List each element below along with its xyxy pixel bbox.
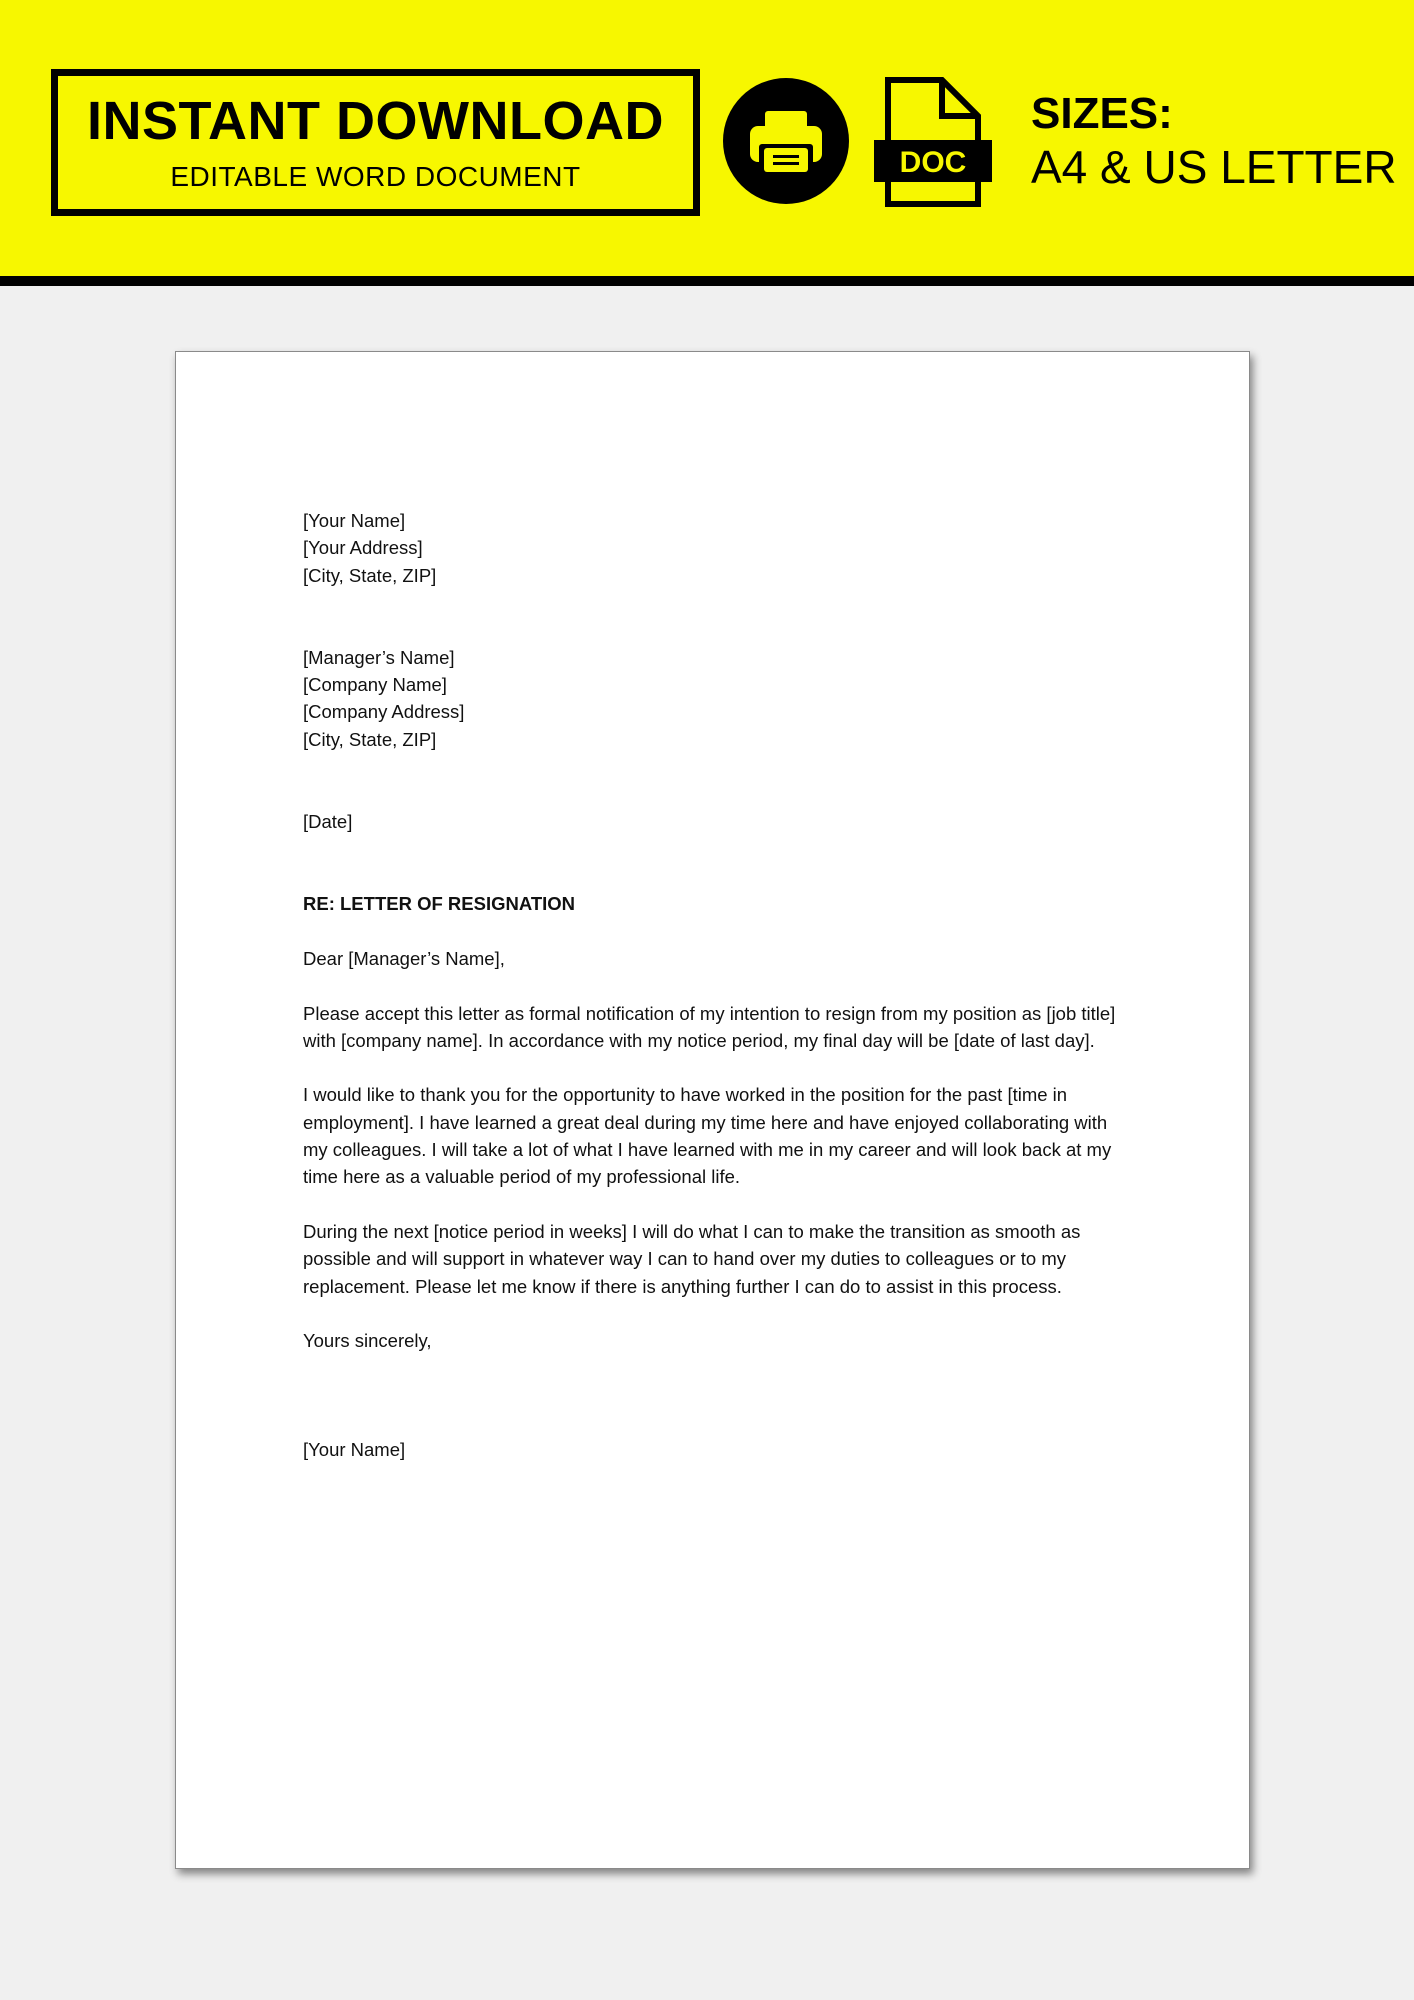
doc-file-icon: [872, 76, 992, 215]
letter-subject: RE: LETTER OF RESIGNATION: [303, 893, 576, 915]
sizes-label: SIZES:: [1031, 89, 1173, 138]
salutation: Dear [Manager’s Name],: [303, 947, 505, 969]
signature-name: [Your Name]: [303, 1439, 406, 1461]
paragraph: Please accept this letter as formal notification of my intention to resign from my position as [job title] with [company name]. In accordance with my notice period, my final day will be [date of last day].: [303, 1002, 1116, 1051]
recipient-company: [Company Name]: [303, 674, 447, 696]
letter-date: [Date]: [303, 811, 353, 833]
paragraph: I would like to thank you for the opportunity to have worked in the position for the past [time in employment]. I have learned a great deal during my time here and have enjoyed collaborating with my colleagues. I will take a lot of what I have learned with me in my career and will look back at my time here as a valuable period of my professional life.: [303, 1084, 1112, 1188]
printer-icon: [723, 78, 849, 204]
badge-title: INSTANT DOWNLOAD: [87, 91, 664, 151]
letter-page: [175, 351, 1250, 1869]
header-banner: [0, 0, 1414, 276]
recipient-name: [Manager’s Name]: [303, 646, 455, 668]
recipient-address: [303, 644, 1123, 753]
sizes-value: A4 & US LETTER: [1031, 141, 1397, 193]
sender-street: [Your Address]: [303, 537, 423, 559]
sender-city: [City, State, ZIP]: [303, 564, 437, 586]
instant-download-badge: [51, 69, 700, 216]
banner-divider: [0, 276, 1414, 286]
recipient-street: [Company Address]: [303, 701, 465, 723]
closing: Yours sincerely,: [303, 1330, 432, 1352]
badge-subtitle: EDITABLE WORD DOCUMENT: [170, 161, 581, 192]
recipient-city: [City, State, ZIP]: [303, 728, 437, 750]
paragraph: During the next [notice period in weeks] I will do what I can to make the transition as smooth as possible and will support in whatever way I can to hand over my duties to colleagues or to my replacement. Please let me know if there is anything further I can do to assist in this process.: [303, 1220, 1081, 1297]
sender-address: [303, 507, 1123, 589]
doc-label: DOC: [899, 146, 967, 179]
sender-name: [Your Name]: [303, 510, 406, 531]
letter-body: [303, 507, 1123, 1464]
